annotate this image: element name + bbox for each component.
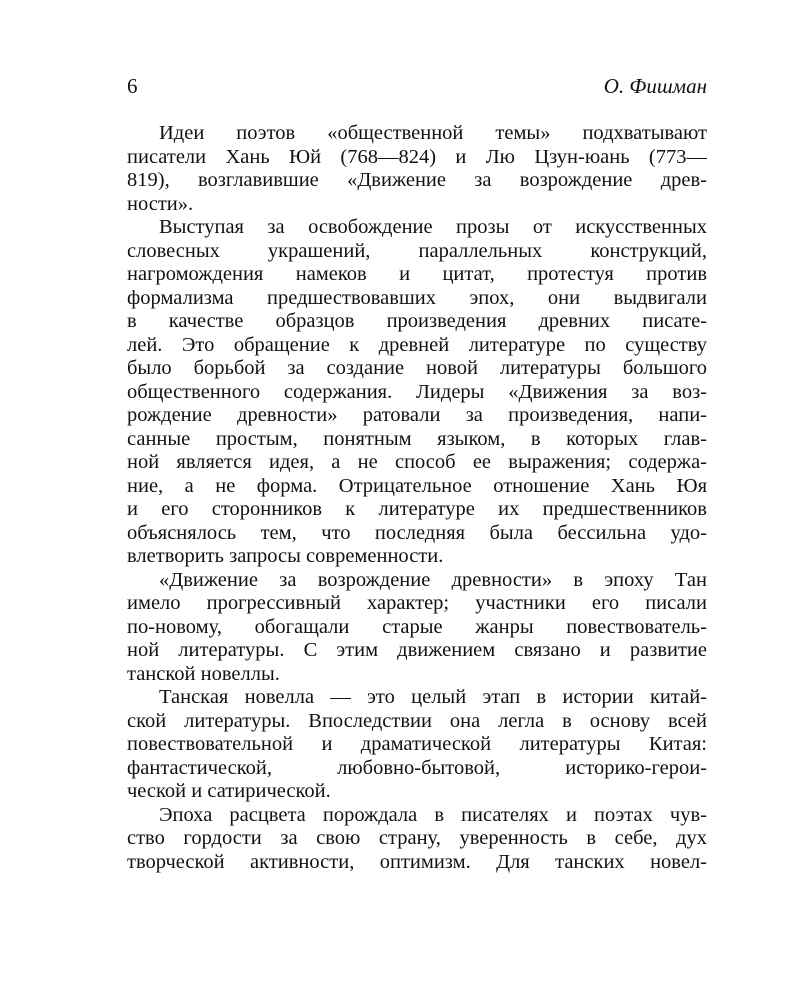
text-line: нагромождения намеков и цитат, протестуя против (127, 263, 707, 285)
text-line: санные простым, понятным языком, в которых глав- (127, 427, 707, 450)
text-line: ческой и сатирической. (127, 780, 331, 802)
text-line: влетворить запросы современности. (127, 545, 444, 567)
text-line: Эпоха расцвета порождала в писателях и поэтах чув- (159, 803, 707, 826)
page-number: 6 (127, 74, 138, 98)
text-line: танской новеллы. (127, 662, 280, 685)
text-line: словесных украшений, параллельных конструкций, (127, 239, 707, 262)
text-line: фантастической, любовно-бытовой, историко-герои- (127, 756, 707, 779)
running-head-author: О. Фишман (603, 74, 707, 98)
text-line: 819), возглавившие «Движение за возрождение древ- (127, 169, 707, 191)
text-line: по-новому, обогащали старые жанры повествователь- (127, 615, 707, 638)
text-line: в качестве образцов произведения древних писате- (127, 310, 707, 332)
text-line: ной является идея, а не способ ее выражения; содержа- (127, 451, 707, 473)
text-line: творческой активности, оптимизм. Для танских новел- (127, 850, 707, 873)
text-line: общественного содержания. Лидеры «Движения за воз- (127, 380, 707, 403)
text-line: ной литературы. С этим движением связано и развитие (127, 639, 707, 661)
text-line: Танская новелла — это целый этап в истории китай- (159, 686, 707, 708)
text-line: объяснялось тем, что последняя была бессильна удо- (127, 521, 707, 544)
text-line: было борьбой за создание новой литературы большого (127, 357, 707, 379)
text-line: «Движение за возрождение древности» в эпоху Тан (159, 568, 707, 591)
text-line: ство гордости за свою страну, уверенность в себе, дух (127, 827, 707, 849)
text-line: писатели Хань Юй (768—824) и Лю Цзун-юань (773— (127, 145, 707, 168)
text-line: ности». (127, 192, 194, 215)
text-line: Выступая за освобождение прозы от искусственных (159, 216, 707, 238)
text-line: ской литературы. Впоследствии она легла в основу всей (127, 709, 707, 732)
text-line: лей. Это обращение к древней литературе по существу (127, 333, 707, 356)
text-line: формализма предшествовавших эпох, они выдвигали (127, 286, 707, 309)
text-line: Идеи поэтов «общественной темы» подхватывают (159, 122, 707, 144)
text-line: и его сторонников к литературе их предшественников (127, 498, 707, 520)
text-line: ние, а не форма. Отрицательное отношение Хань Юя (127, 474, 707, 497)
page-header (127, 72, 707, 100)
body-text (127, 122, 707, 874)
text-line: имело прогрессивный характер; участники его писали (127, 592, 707, 614)
text-line: рождение древности» ратовали за произведения, напи- (127, 404, 707, 426)
text-line: повествовательной и драматической литературы Китая: (127, 733, 707, 755)
